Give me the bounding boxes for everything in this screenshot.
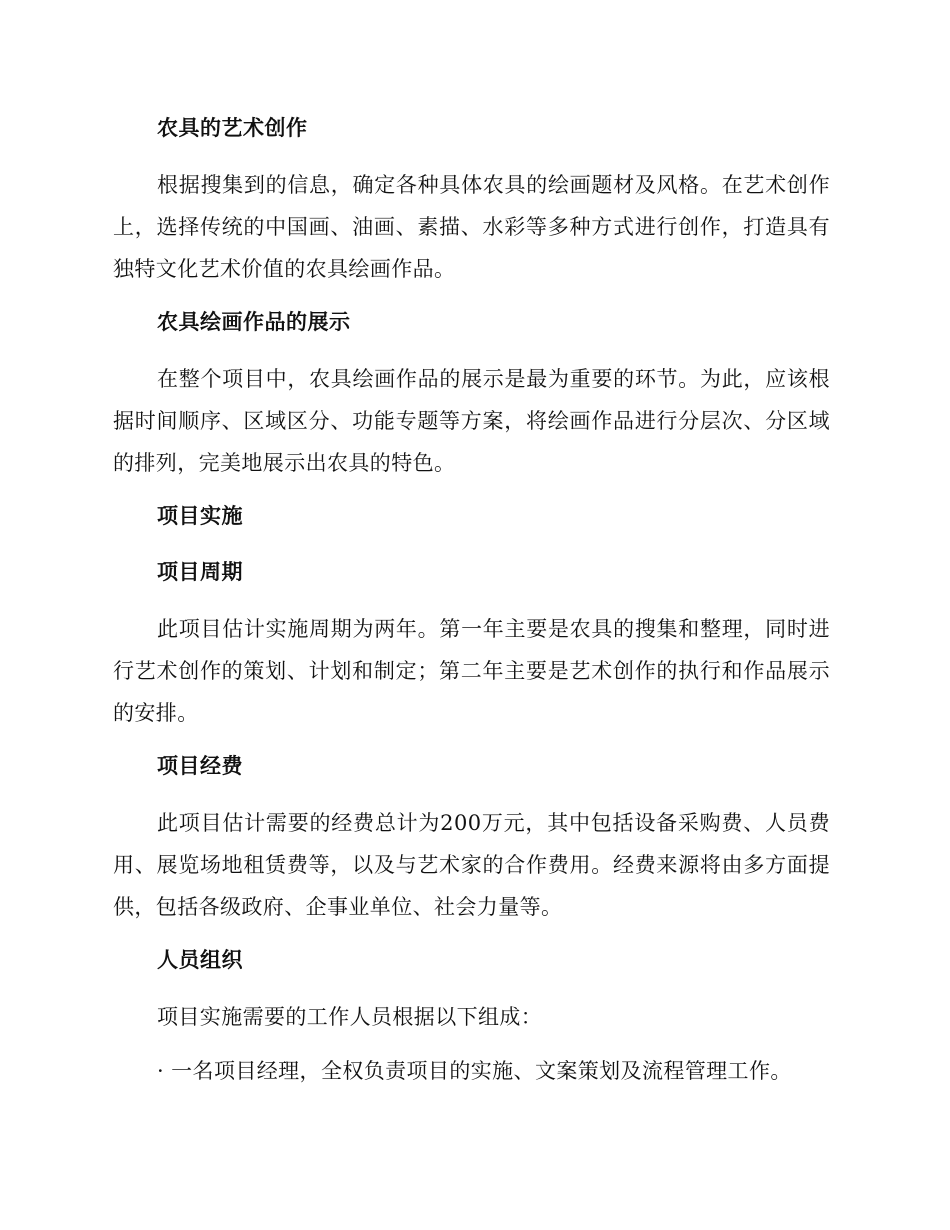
document-body [113,108,830,1092]
section-heading-project-period: 项目周期 [157,560,243,584]
paragraph-staffing: 项目实施需要的工作人员根据以下组成： [157,1005,543,1029]
paragraph-exhibition: 在整个项目中，农具绘画作品的展示是最为重要的环节。为此，应该根据时间顺序、区域区分、功能专题等方案，将绘画作品进行分层次、分区域的排列，完美地展示出农具的特色。 [113,367,830,475]
section-heading-exhibition: 农具绘画作品的展示 [157,310,351,334]
list-item: · 一名项目经理，全权负责项目的实施、文案策划及流程管理工作。 [157,1059,792,1083]
section-heading-staffing: 人员组织 [157,948,243,972]
section-heading-art-creation: 农具的艺术创作 [157,116,308,140]
paragraph-project-funding: 此项目估计需要的经费总计为200万元，其中包括设备采购费、人员费用、展览场地租赁费等，以及与艺术家的合作费用。经费来源将由多方面提供，包括各级政府、企事业单位、社会力量等。 [113,811,830,919]
paragraph-art-creation: 根据搜集到的信息，确定各种具体农具的绘画题材及风格。在艺术创作上，选择传统的中国画、油画、素描、水彩等多种方式进行创作，打造具有独特文化艺术价值的农具绘画作品。 [113,173,830,281]
section-heading-implementation: 项目实施 [157,504,243,528]
paragraph-project-period: 此项目估计实施周期为两年。第一年主要是农具的搜集和整理，同时进行艺术创作的策划、计划和制定；第二年主要是艺术创作的执行和作品展示的安排。 [113,617,830,725]
section-heading-project-funding: 项目经费 [157,754,243,778]
